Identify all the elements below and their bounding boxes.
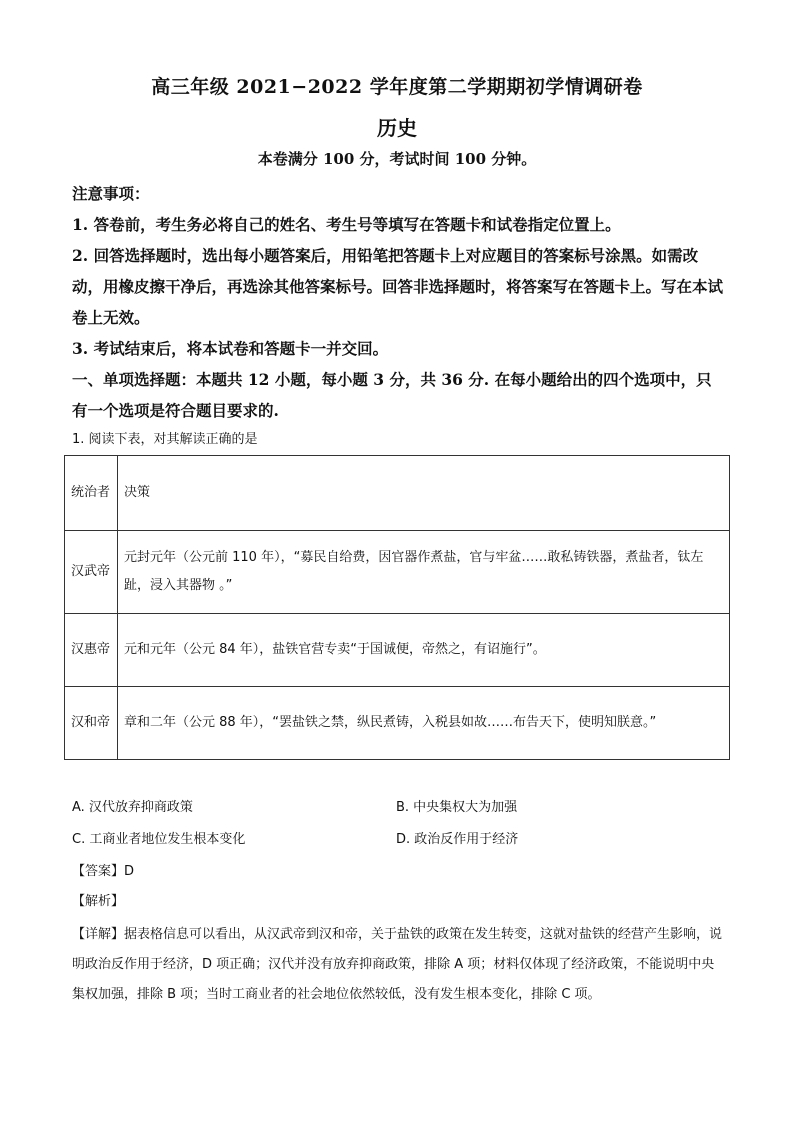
detail-explanation: 【详解】据表格信息可以看出，从汉武帝到汉和帝，关于盐铁的政策在发生转变，这就对盐铁的经营产生影响，说明政治反作用于经济，D 项正确；汉代并没有放弃抑商政策，排除 A 项；材料仅体现了经济政策，不能说明中央集权加强，排除 B 项；当时工商业者的社会地位依然较低，没有发生根本变化，排除 C 项。 [72, 927, 723, 1002]
header-ruler: 统治者 [65, 456, 118, 531]
row-ruler: 汉惠帝 [65, 614, 118, 687]
notes-section [72, 178, 724, 426]
exam-title: 高三年级 2021−2022 学年度第二学期期初学情调研卷 [151, 76, 643, 98]
option-c[interactable]: C. 工商业者地位发生根本变化 [72, 832, 246, 847]
subject-title: 历史 [377, 116, 417, 140]
row-ruler: 汉武帝 [65, 531, 118, 614]
answer-line: 【答案】D [72, 864, 135, 879]
notes-heading: 注意事项： [72, 184, 150, 203]
option-a[interactable]: A. 汉代放弃抑商政策 [72, 800, 193, 815]
section-heading: 一、单项选择题：本题共 12 小题，每小题 3 分，共 36 分. 在每小题给出的四个选项中，只有一个选项是符合题目要求的. [72, 370, 712, 420]
notes-item-3: 3. 考试结束后，将本试卷和答题卡一并交回。 [72, 339, 389, 358]
policy-table [64, 455, 730, 760]
row-policy: 元和元年（公元 84 年），盐铁官营专卖“于国诚便，帝然之，有诏施行”。 [118, 614, 730, 687]
table-row [65, 531, 730, 614]
option-d[interactable]: D. 政治反作用于经济 [396, 832, 519, 847]
row-policy: 章和二年（公元 88 年），“罢盐铁之禁，纵民煮铸，入税县如故……布告天下，使明知朕意。” [118, 687, 730, 760]
table-header-row [65, 456, 730, 531]
header-policy: 决策 [118, 456, 730, 531]
option-b[interactable]: B. 中央集权大为加强 [396, 800, 518, 815]
table-row [65, 687, 730, 760]
row-ruler: 汉和帝 [65, 687, 118, 760]
notes-item-2: 2. 回答选择题时，选出每小题答案后，用铅笔把答题卡上对应题目的答案标号涂黑。如需改动，用橡皮擦干净后，再选涂其他答案标号。回答非选择题时，将答案写在答题卡上。写在本试卷上无效。 [72, 246, 724, 327]
notes-item-1: 1. 答卷前，考生务必将自己的姓名、考生号等填写在答题卡和试卷指定位置上。 [72, 215, 621, 234]
row-policy: 元封元年（公元前 110 年），“募民自给费，因官器作煮盐，官与牢盆……敢私铸铁器，煮盐者，钛左趾，浸入其器物 。” [118, 531, 730, 614]
question-stem: 1. 阅读下表，对其解读正确的是 [72, 432, 258, 447]
table-row [65, 614, 730, 687]
score-info: 本卷满分 100 分，考试时间 100 分钟。 [257, 150, 537, 168]
analysis-label: 【解析】 [72, 894, 125, 909]
